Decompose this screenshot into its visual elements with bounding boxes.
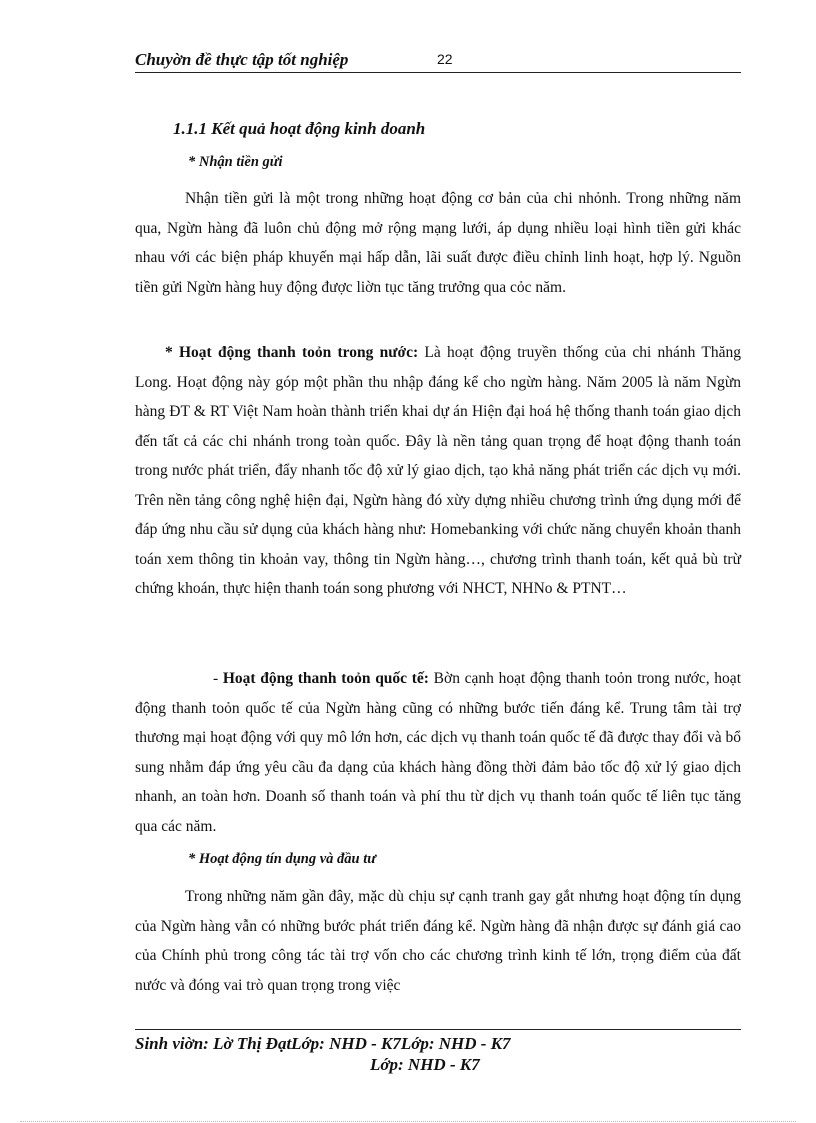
deposit-paragraph: Nhận tiền gửi là một trong những hoạt động cơ bản của chi nhỏnh. Trong những năm qua, Ngừn hàng đã luôn chủ động mở rộng mạng lưới, áp dụng nhiều loại hình tiền gửi khác nhau với các biện pháp khuyến mại hấp dẫn, lãi suất được điều chỉnh linh hoạt, hợp lý. Nguồn tiền gửi Ngừn hàng huy động được liờn tục tăng trưởng qua cỏc năm.: [135, 190, 741, 296]
footer-class-info: Lớp: NHD - K7: [370, 1055, 480, 1074]
international-payment-prefix: -: [213, 670, 223, 687]
domestic-payment-lead: * Hoạt động thanh toỏn trong nước:: [165, 344, 419, 361]
header-title: Chuyờn đề thực tập tốt nghiệp: [135, 50, 349, 69]
credit-heading: * Hoạt động tín dụng và đầu tư: [188, 851, 376, 867]
international-payment-lead: Hoạt động thanh toỏn quốc tế:: [222, 670, 429, 687]
page-number: 22: [437, 51, 453, 67]
deposit-heading: * Nhận tiền gửi: [188, 154, 283, 170]
credit-paragraph: Trong những năm gần đây, mặc dù chịu sự cạnh tranh gay gắt nhưng hoạt động tín dụng của Ngừn hàng vẫn có những bước phát triển đáng kể. Ngừn hàng đã nhận được sự đánh giá cao của Chính phủ trong công tác tài trợ vốn cho các chương trình kinh tế lớn, trọng điểm của đất nước và đóng vai trò quan trọng trong việc: [135, 888, 741, 994]
domestic-payment-text: Là hoạt động truyền thống của chi nhánh Thăng Long. Hoạt động này góp một phần thu nhập đáng kể cho ngừn hàng. Năm 2005 là năm Ngừn hàng ĐT & RT Việt Nam hoàn thành triển khai dự án Hiện đại hoá hệ thống thanh toán giao dịch đến tất cả các chi nhánh trong toàn quốc. Đây là nền tảng quan trọng để hoạt động thanh toán trong nước phát triển, đẩy nhanh tốc độ xử lý giao dịch, tạo khả năng phát triển các dịch vụ mới. Trên nền tảng công nghệ hiện đại, Ngừn hàng đó xừy dựng nhiều chương trình ứng dụng mới để đáp ứng nhu cầu sử dụng của khách hàng như: Homebanking với chức năng chuyển khoản thanh toán xem thông tin khoản vay, thông tin Ngừn hàng…, chương trình thanh toán, kết quả bù trừ chứng khoán, thực hiện thanh toán song phương với NHCT, NHNo & PTNT…: [135, 344, 741, 597]
footer-rule: [135, 1029, 741, 1030]
page-bottom-divider: [20, 1121, 796, 1122]
page-header: [135, 48, 741, 73]
footer-student-info: Sinh viờn: Lờ Thị ĐạtLớp: NHD - K7Lớp: NHD - K7: [135, 1034, 511, 1053]
international-payment-paragraph: [135, 664, 741, 841]
international-payment-text: Bờn cạnh hoạt động thanh toỏn trong nước, hoạt động thanh toỏn quốc tế của Ngừn hàng cũng có những bước tiến đáng kể. Trung tâm tài trợ thương mại hoạt động với quy mô lớn hơn, các dịch vụ thanh toán quốc tế đã được thay đổi và bổ sung nhằm đáp ứng yêu cầu đa dạng của khách hàng đồng thời đảm bảo tốc độ xử lý giao dịch nhanh, an toàn hơn. Doanh số thanh toán và phí thu từ dịch vụ thanh toán quốc tế liên tục tăng qua các năm.: [135, 670, 741, 835]
domestic-payment-paragraph: [135, 338, 741, 604]
section-heading: 1.1.1 Kết quả hoạt động kinh doanh: [173, 119, 426, 138]
